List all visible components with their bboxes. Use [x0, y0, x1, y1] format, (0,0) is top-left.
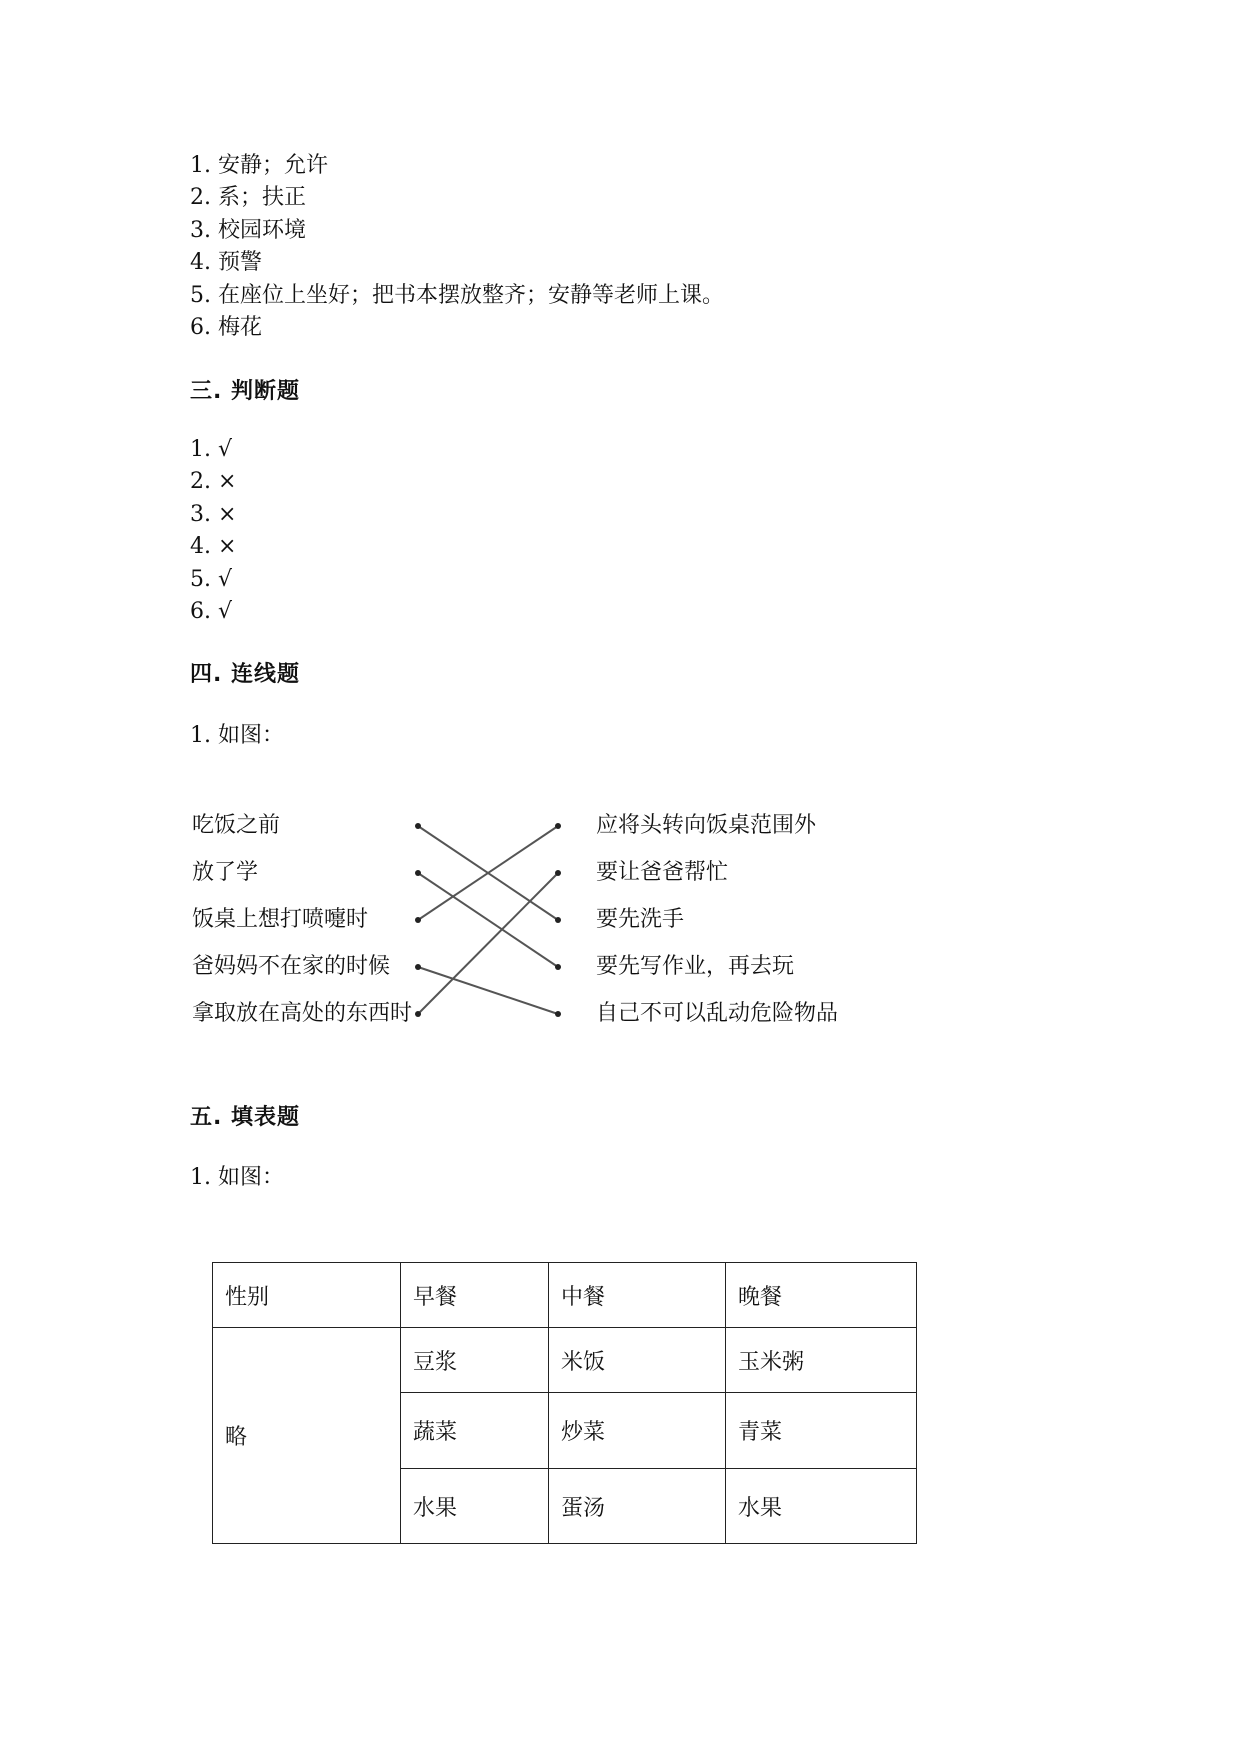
- answer-item: 2. ×: [190, 469, 237, 495]
- match-left-item: 饭桌上想打喷嚏时: [192, 907, 369, 932]
- match-right-item: 要先洗手: [596, 907, 685, 932]
- merged-cell: 略: [213, 1328, 401, 1544]
- table-cell: 青菜: [726, 1393, 917, 1469]
- table-cell: 水果: [401, 1469, 549, 1544]
- section-heading-table: 五. 填表题: [190, 1105, 301, 1130]
- match-left-item: 爸妈妈不在家的时候: [192, 954, 391, 979]
- answer-item: 5. 在座位上坐好；把书本摆放整齐；安静等老师上课。: [190, 282, 724, 308]
- table-header-row: [213, 1263, 917, 1328]
- match-right-item: 要让爸爸帮忙: [596, 860, 729, 885]
- table-item-label: 1. 如图：: [190, 1165, 284, 1190]
- answer-item: 6. √: [190, 598, 233, 624]
- answer-item: 3. 校园环境: [190, 217, 306, 243]
- answer-item: 5. √: [190, 566, 233, 592]
- right-endpoint-dot: [555, 823, 561, 829]
- table-cell: 炒菜: [549, 1393, 726, 1469]
- table-cell: 豆浆: [401, 1328, 549, 1393]
- match-left-item: 放了学: [192, 860, 259, 885]
- table-header-cell: 晚餐: [726, 1263, 917, 1328]
- left-endpoint-dot: [415, 964, 421, 970]
- answer-item: 6. 梅花: [190, 314, 262, 340]
- table-header-cell: 性别: [213, 1263, 401, 1328]
- match-right-item: 应将头转向饭桌范围外: [596, 813, 817, 838]
- answer-item: 4. ×: [190, 534, 237, 560]
- right-endpoint-dot: [555, 870, 561, 876]
- connection-line: [418, 967, 558, 1014]
- right-endpoint-dot: [555, 964, 561, 970]
- right-endpoint-dot: [555, 1011, 561, 1017]
- table-cell: 蔬菜: [401, 1393, 549, 1469]
- match-item-label: 1. 如图：: [190, 723, 284, 748]
- match-left-item: 拿取放在高处的东西时: [192, 1001, 413, 1026]
- section-heading-judge: 三. 判断题: [190, 379, 301, 404]
- table-cell: 米饭: [549, 1328, 726, 1393]
- match-left-item: 吃饭之前: [192, 813, 281, 838]
- answer-item: 1. 安静；允许: [190, 153, 328, 178]
- left-endpoint-dot: [415, 1011, 421, 1017]
- answer-item: 4. 预警: [190, 250, 262, 276]
- answer-item: 1. √: [190, 437, 233, 462]
- section-heading-match: 四. 连线题: [190, 662, 301, 687]
- connection-line: [418, 873, 558, 967]
- left-endpoint-dot: [415, 917, 421, 923]
- connection-line: [418, 873, 558, 1014]
- table-header-cell: 中餐: [549, 1263, 726, 1328]
- answer-item: 3. ×: [190, 501, 237, 527]
- meal-table: [212, 1262, 917, 1544]
- table-row: [213, 1328, 917, 1393]
- table-cell: 水果: [726, 1469, 917, 1544]
- answer-item: 2. 系；扶正: [190, 185, 306, 211]
- match-right-item: 要先写作业，再去玩: [596, 954, 795, 979]
- table-cell: 玉米粥: [726, 1328, 917, 1393]
- left-endpoint-dot: [415, 823, 421, 829]
- match-right-item: 自己不可以乱动危险物品: [596, 1001, 839, 1026]
- left-endpoint-dot: [415, 870, 421, 876]
- table-cell: 蛋汤: [549, 1469, 726, 1544]
- table-header-cell: 早餐: [401, 1263, 549, 1328]
- right-endpoint-dot: [555, 917, 561, 923]
